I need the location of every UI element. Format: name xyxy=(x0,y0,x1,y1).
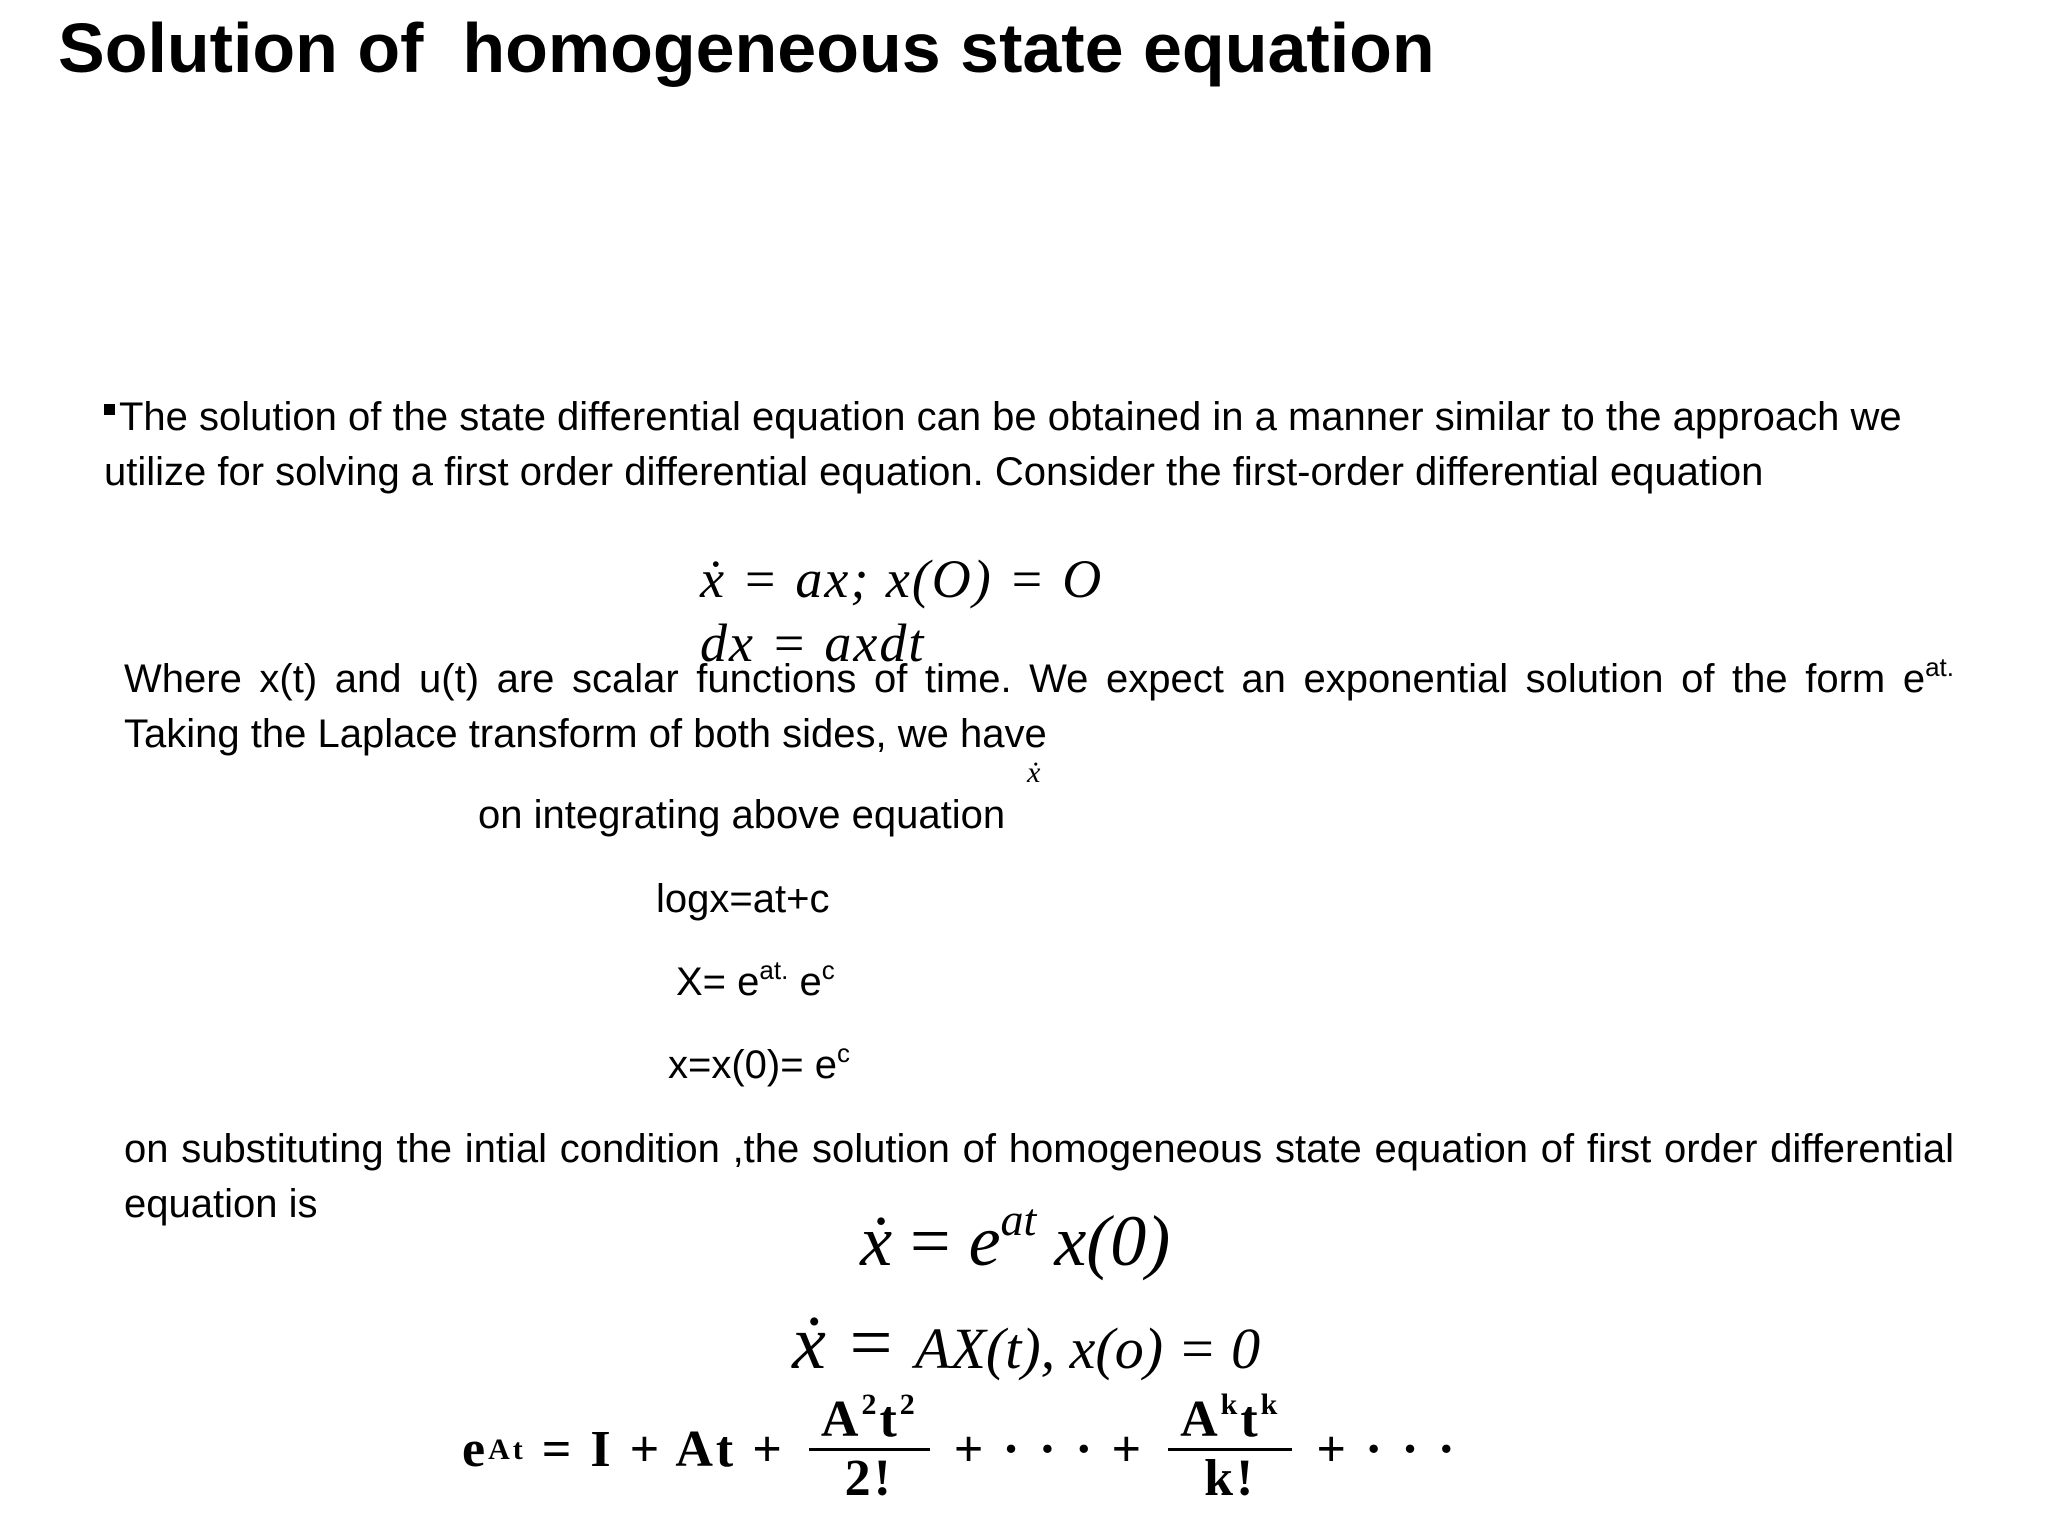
series-part-2: + · · · + xyxy=(937,1421,1161,1478)
frac2-a: A xyxy=(1180,1391,1221,1448)
scalar-functions-paragraph xyxy=(124,652,1954,762)
frac1-t: t xyxy=(879,1391,900,1448)
first-order-equation: ẋ = ax; x(O) = O xyxy=(700,549,1104,609)
frac2-denominator: k! xyxy=(1204,1450,1257,1507)
scalar-paragraph-text-1: Where x(t) and u(t) are scalar functions of time. We expect an exponential solution of the form e xyxy=(124,657,1926,701)
xdot-symbol: ẋ xyxy=(1027,756,1041,789)
exponential-equation xyxy=(676,955,835,1005)
series-fraction-1 xyxy=(809,1388,930,1507)
bullet-square-icon xyxy=(104,404,115,415)
eq4-equals: = xyxy=(825,1301,916,1385)
frac1-numerator xyxy=(809,1388,930,1448)
intro-paragraph xyxy=(104,390,1994,500)
slide-title: Solution of homogeneous state equation xyxy=(58,9,1435,87)
series-part-3: + · · · xyxy=(1300,1421,1458,1478)
eq4-rhs: AX(t), x(o) = 0 xyxy=(915,1316,1261,1381)
state-equation xyxy=(792,1300,1260,1387)
eq3-rhs: x(0) xyxy=(1036,1201,1171,1281)
exp-eq-mid: e xyxy=(788,960,822,1004)
exp-eq-base: X= e xyxy=(676,960,760,1004)
frac2-numerator xyxy=(1168,1388,1292,1448)
eq4-lhs: ẋ xyxy=(792,1301,826,1385)
matrix-exponential-series: e At = I + At + $\frac{A^2t^2}{2!}$ + · · · + $\frac{A^kt^k}{k!}$ + · · · xyxy=(462,1388,1458,1507)
frac2-t: t xyxy=(1240,1391,1261,1448)
initial-cond-base: x=x(0)= e xyxy=(668,1043,837,1087)
series-fraction-2 xyxy=(1168,1388,1292,1507)
scalar-solution-equation xyxy=(860,1194,1171,1283)
integrating-text: on integrating above equation xyxy=(478,793,1006,837)
initial-condition-equation xyxy=(668,1038,850,1088)
intro-paragraph-text: The solution of the state differential equation can be obtained in a manner similar to the approach we utilize for solving a first order differential equation. Consider the first-order differential equation xyxy=(104,395,1902,494)
frac2-a-sup: k xyxy=(1220,1388,1241,1421)
scalar-paragraph-text-2: Taking the Laplace transform of both sides, we have xyxy=(124,712,1047,756)
frac1-a-sup: 2 xyxy=(861,1388,880,1421)
substitution-paragraph: on substituting the intial condition ,the solution of homogeneous state equation of first order differential equation is xyxy=(124,1127,1954,1226)
frac2-t-sup: k xyxy=(1260,1388,1281,1421)
series-lhs-base: e xyxy=(462,1421,489,1478)
exp-eq-sup-1: at. xyxy=(759,955,789,985)
log-equation: logx=at+c xyxy=(656,877,830,921)
frac1-denominator: 2! xyxy=(844,1450,894,1507)
exp-eq-sup-2: c xyxy=(821,955,835,985)
initial-cond-sup: c xyxy=(836,1038,850,1068)
eq3-exponent: at xyxy=(1000,1194,1037,1245)
scalar-paragraph-exponent: at. xyxy=(1925,652,1954,682)
eq3-base: e xyxy=(968,1201,1001,1281)
frac1-t-sup: 2 xyxy=(899,1388,918,1421)
frac1-a: A xyxy=(820,1391,862,1448)
differential-form-equation: dx = axdt xyxy=(700,613,926,673)
eq3-lhs: ẋ xyxy=(860,1201,892,1281)
series-part-1: = I + At + xyxy=(525,1421,801,1478)
eq3-equals: = xyxy=(891,1201,969,1281)
